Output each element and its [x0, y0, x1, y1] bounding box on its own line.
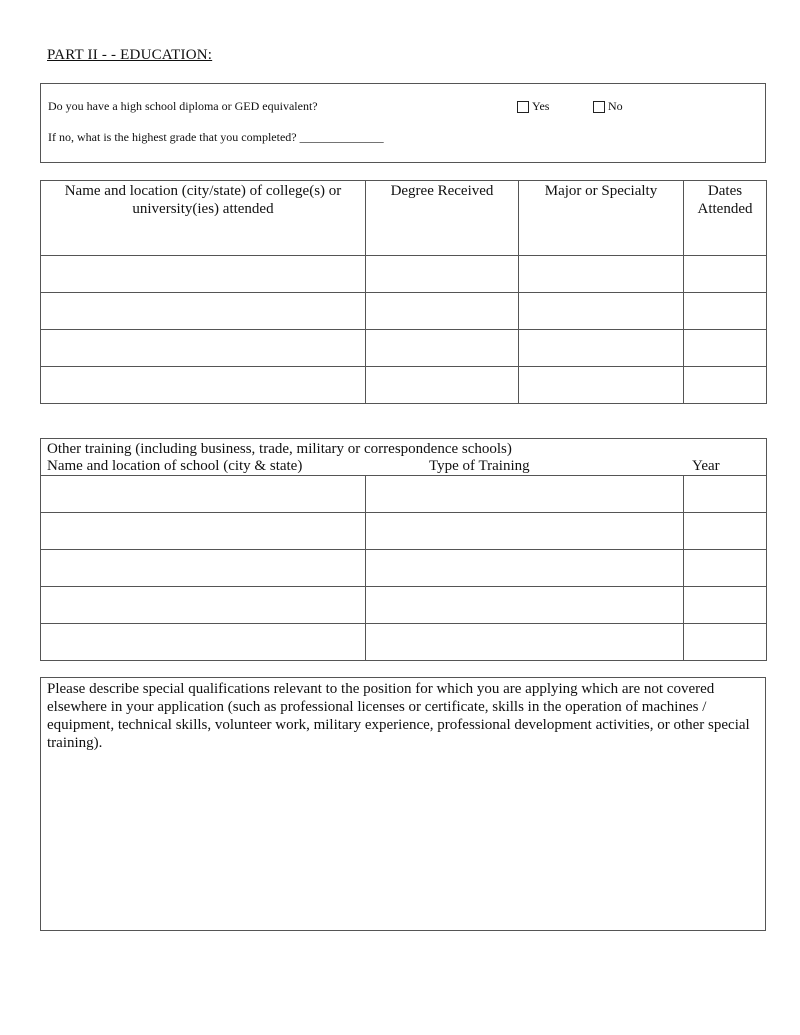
college-table — [40, 180, 767, 404]
college-name-cell[interactable] — [41, 256, 366, 293]
no-option[interactable] — [593, 99, 623, 114]
major-cell[interactable] — [519, 256, 684, 293]
school-name-cell[interactable] — [41, 513, 366, 550]
major-header: Major or Specialty — [519, 181, 684, 256]
school-name-header: Name and location of school (city & state) — [47, 458, 303, 474]
table-row — [41, 587, 767, 624]
degree-header: Degree Received — [366, 181, 519, 256]
table-row — [41, 256, 767, 293]
school-name-cell[interactable] — [41, 624, 366, 661]
year-cell[interactable] — [684, 550, 767, 587]
dates-cell[interactable] — [684, 367, 767, 404]
dates-cell[interactable] — [684, 293, 767, 330]
year-cell[interactable] — [684, 513, 767, 550]
training-header-row — [41, 439, 767, 476]
table-row — [41, 367, 767, 404]
year-cell[interactable] — [684, 587, 767, 624]
school-name-cell[interactable] — [41, 587, 366, 624]
college-name-cell[interactable] — [41, 367, 366, 404]
yes-checkbox[interactable] — [517, 101, 529, 113]
table-row — [41, 293, 767, 330]
section-heading: PART II - - EDUCATION: — [47, 47, 213, 63]
dates-cell[interactable] — [684, 256, 767, 293]
table-row — [41, 476, 767, 513]
qualifications-prompt: Please describe special qualifications relevant to the position for which you are applying which are not covered elsewhere in your application (such as professional licenses or certificate, skills in the operation of machines / equipment, technical skills, volunteer work, military experience, professional development activities, or other special training). — [47, 681, 750, 751]
table-row — [41, 513, 767, 550]
training-table — [40, 438, 767, 661]
training-type-header: Type of Training — [429, 458, 530, 474]
diploma-question: Do you have a high school diploma or GED equivalent? — [48, 99, 318, 113]
degree-cell[interactable] — [366, 330, 519, 367]
major-cell[interactable] — [519, 330, 684, 367]
dates-header: Dates Attended — [684, 181, 767, 256]
yes-label: Yes — [532, 99, 550, 113]
school-name-cell[interactable] — [41, 550, 366, 587]
training-type-cell[interactable] — [366, 550, 684, 587]
major-cell[interactable] — [519, 293, 684, 330]
college-name-cell[interactable] — [41, 330, 366, 367]
highest-grade-question[interactable]: If no, what is the highest grade that you completed? ______________ — [48, 130, 384, 144]
table-row — [41, 550, 767, 587]
dates-cell[interactable] — [684, 330, 767, 367]
training-type-cell[interactable] — [366, 476, 684, 513]
no-checkbox[interactable] — [593, 101, 605, 113]
table-row — [41, 624, 767, 661]
table-row — [41, 330, 767, 367]
year-cell[interactable] — [684, 476, 767, 513]
college-name-cell[interactable] — [41, 293, 366, 330]
qualifications-box[interactable] — [40, 677, 766, 931]
training-title: Other training (including business, trade, military or correspondence schools) — [47, 441, 512, 457]
no-label: No — [608, 99, 623, 113]
training-type-cell[interactable] — [366, 513, 684, 550]
college-name-header: Name and location (city/state) of college(s) or university(ies) attended — [41, 181, 366, 256]
major-cell[interactable] — [519, 367, 684, 404]
school-name-cell[interactable] — [41, 476, 366, 513]
year-cell[interactable] — [684, 624, 767, 661]
training-type-cell[interactable] — [366, 624, 684, 661]
yes-option[interactable] — [517, 99, 549, 114]
degree-cell[interactable] — [366, 256, 519, 293]
year-header: Year — [692, 458, 720, 474]
training-type-cell[interactable] — [366, 587, 684, 624]
degree-cell[interactable] — [366, 293, 519, 330]
college-header-row — [41, 181, 767, 256]
degree-cell[interactable] — [366, 367, 519, 404]
training-header-cell — [41, 439, 767, 476]
high-school-box — [40, 83, 766, 163]
